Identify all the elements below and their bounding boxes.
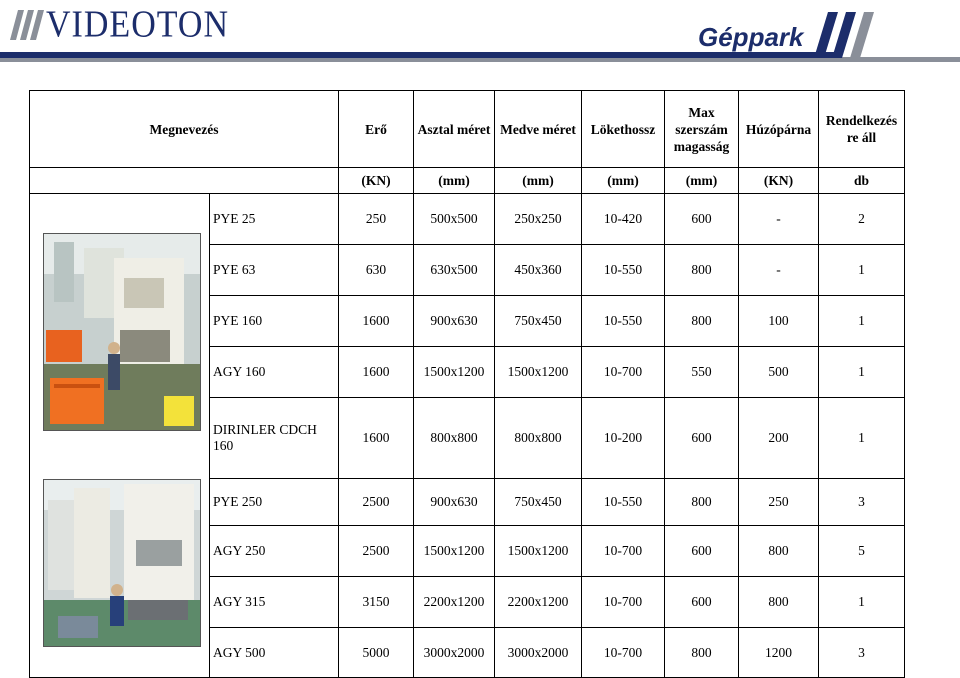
cell-ero: 2500 xyxy=(339,479,414,526)
unit-medve: (mm) xyxy=(495,168,582,194)
cell-medve: 2200x1200 xyxy=(495,577,582,628)
cell-asztal: 2200x1200 xyxy=(414,577,495,628)
cell-medve: 1500x1200 xyxy=(495,526,582,577)
cell-db: 5 xyxy=(819,526,905,577)
cell-loket: 10-420 xyxy=(582,194,665,245)
machine-hall-photo xyxy=(43,479,201,647)
cell-max: 800 xyxy=(665,245,739,296)
header-ero: Erő xyxy=(339,91,414,168)
header-asztal-meret: Asztal méret xyxy=(414,91,495,168)
cell-ero: 3150 xyxy=(339,577,414,628)
cell-huzo: 800 xyxy=(739,577,819,628)
cell-medve: 1500x1200 xyxy=(495,347,582,398)
cell-huzo: 500 xyxy=(739,347,819,398)
cell-asztal: 800x800 xyxy=(414,398,495,479)
cell-asztal: 1500x1200 xyxy=(414,347,495,398)
cell-db: 3 xyxy=(819,479,905,526)
cell-ero: 5000 xyxy=(339,628,414,678)
header-rendelkezesre-all: Rendelkezés re áll xyxy=(819,91,905,168)
cell-max: 600 xyxy=(665,526,739,577)
cell-huzo: 1200 xyxy=(739,628,819,678)
cell-ero: 1600 xyxy=(339,398,414,479)
cell-max: 800 xyxy=(665,628,739,678)
machine-name: PYE 63 xyxy=(210,245,339,296)
unit-db: db xyxy=(819,168,905,194)
cell-db: 2 xyxy=(819,194,905,245)
cell-ero: 1600 xyxy=(339,347,414,398)
cell-loket: 10-700 xyxy=(582,347,665,398)
cell-medve: 750x450 xyxy=(495,296,582,347)
cell-ero: 2500 xyxy=(339,526,414,577)
machine-park-table xyxy=(29,90,905,678)
cell-medve: 250x250 xyxy=(495,194,582,245)
cell-max: 800 xyxy=(665,479,739,526)
header-max-szerszam-magassag: Max szerszám magasság xyxy=(665,91,739,168)
cell-max: 550 xyxy=(665,347,739,398)
cell-medve: 750x450 xyxy=(495,479,582,526)
cell-asztal: 900x630 xyxy=(414,296,495,347)
cell-loket: 10-550 xyxy=(582,245,665,296)
unit-ero: (KN) xyxy=(339,168,414,194)
page-title: Géppark xyxy=(698,22,804,52)
cell-db: 1 xyxy=(819,577,905,628)
cell-medve: 3000x2000 xyxy=(495,628,582,678)
header-megnevezes: Megnevezés xyxy=(30,91,339,168)
logo-stripes-icon xyxy=(8,8,48,44)
cell-max: 800 xyxy=(665,296,739,347)
machine-name: PYE 25 xyxy=(210,194,339,245)
cell-db: 1 xyxy=(819,296,905,347)
header-lokethossz: Lökethossz xyxy=(582,91,665,168)
units-row xyxy=(30,168,905,194)
cell-loket: 10-700 xyxy=(582,628,665,678)
cell-huzo: 200 xyxy=(739,398,819,479)
machine-name: AGY 500 xyxy=(210,628,339,678)
cell-huzo: 250 xyxy=(739,479,819,526)
machine-name: DIRINLER CDCH 160 xyxy=(210,398,339,479)
cell-ero: 1600 xyxy=(339,296,414,347)
cell-huzo: - xyxy=(739,194,819,245)
cell-max: 600 xyxy=(665,398,739,479)
cell-max: 600 xyxy=(665,577,739,628)
machine-name: PYE 250 xyxy=(210,479,339,526)
header-medve-meret: Medve méret xyxy=(495,91,582,168)
cell-asztal: 630x500 xyxy=(414,245,495,296)
cell-ero: 250 xyxy=(339,194,414,245)
unit-loket: (mm) xyxy=(582,168,665,194)
unit-huzo: (KN) xyxy=(739,168,819,194)
cell-huzo: - xyxy=(739,245,819,296)
cell-db: 3 xyxy=(819,628,905,678)
cell-asztal: 900x630 xyxy=(414,479,495,526)
cell-asztal: 500x500 xyxy=(414,194,495,245)
cell-db: 1 xyxy=(819,398,905,479)
column-header-row xyxy=(30,91,905,168)
machine-name: AGY 250 xyxy=(210,526,339,577)
press-shop-photo xyxy=(43,233,201,431)
cell-loket: 10-200 xyxy=(582,398,665,479)
header-huzoparna: Húzópárna xyxy=(739,91,819,168)
cell-db: 1 xyxy=(819,245,905,296)
machine-name: AGY 315 xyxy=(210,577,339,628)
photo-column xyxy=(30,194,210,678)
machine-name: AGY 160 xyxy=(210,347,339,398)
cell-ero: 630 xyxy=(339,245,414,296)
machine-name: PYE 160 xyxy=(210,296,339,347)
cell-huzo: 800 xyxy=(739,526,819,577)
cell-loket: 10-700 xyxy=(582,526,665,577)
table-row xyxy=(30,194,905,245)
cell-medve: 800x800 xyxy=(495,398,582,479)
cell-asztal: 1500x1200 xyxy=(414,526,495,577)
cell-db: 1 xyxy=(819,347,905,398)
cell-medve: 450x360 xyxy=(495,245,582,296)
company-logo: VIDEOTON xyxy=(46,4,230,46)
cell-loket: 10-550 xyxy=(582,479,665,526)
cell-max: 600 xyxy=(665,194,739,245)
cell-asztal: 3000x2000 xyxy=(414,628,495,678)
title-stripes-icon xyxy=(810,12,900,62)
cell-huzo: 100 xyxy=(739,296,819,347)
cell-loket: 10-550 xyxy=(582,296,665,347)
cell-loket: 10-700 xyxy=(582,577,665,628)
unit-max: (mm) xyxy=(665,168,739,194)
unit-asztal: (mm) xyxy=(414,168,495,194)
